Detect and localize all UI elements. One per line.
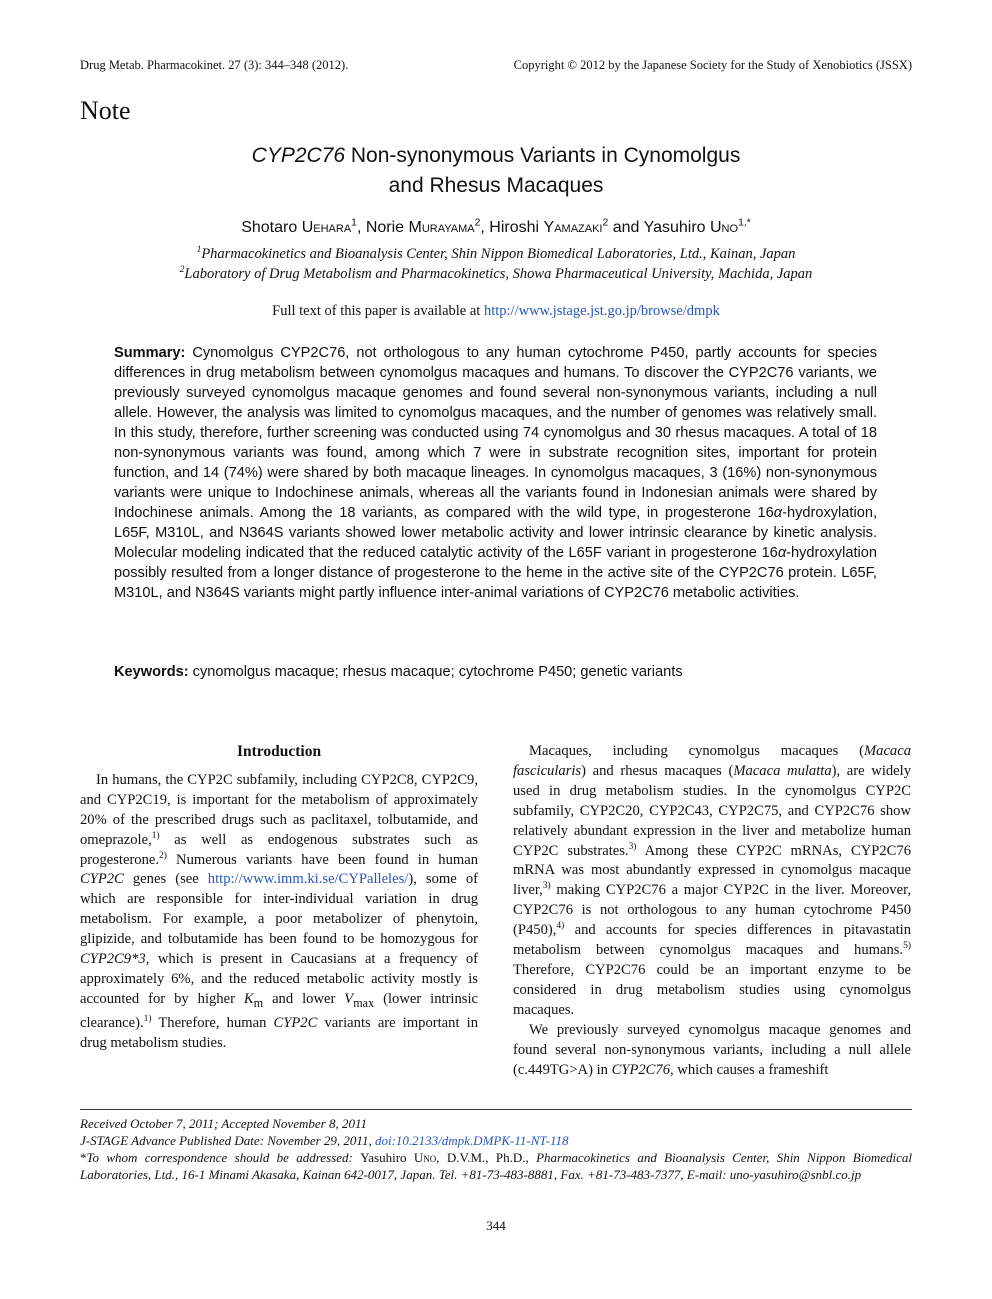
correspondence: *To whom correspondence should be addressed: Yasuhiro Uno, D.V.M., Ph.D., Pharmacokinetics and Bioanalysis Center, Shin Nippon Biomedical Laboratories, Ltd., 16-1 Minami Akasaka, Kainan 642-0017, Japan. Tel. +81-73-483-8881, Fax. +81-73-483-7377, E-mail: uno-yasuhiro@snbl.co.jp <box>80 1150 912 1182</box>
keywords: Keywords: cynomolgus macaque; rhesus macaque; cytochrome P450; genetic variants <box>114 664 683 680</box>
paragraph: Macaques, including cynomolgus macaques (Macaca fascicularis) and rhesus macaques (Macaca mulatta), are widely used in drug metabolism studies. In the cynomolgus CYP2C subfamily, CYP2C20, CYP2C43, CYP2C75, and CYP2C76 show relatively abundant expression in the liver and metabolize human CYP2C substrates.$^{3)}$ Among these CYP2C mRNAs, CYP2C76 mRNA was most abundantly expressed in cynomolgus macaque liver,$^{3)}$ making CYP2C76 a major CYP2C in the liver. Moreover, CYP2C76 is not orthologous to any human cytochrome P450 (P450),$^{4)}$ and accounts for species differences in pitavastatin metabolism between cynomolgus macaques and humans.$^{5)}$ Therefore, CYP2C76 could be an important enzyme to be considered in drug metabolism studies using cynomolgus macaques. <box>513 743 912 1018</box>
footnote-divider <box>80 1109 912 1110</box>
affiliation-2: $^2$Laboratory of Drug Metabolism and Pharmacokinetics, Showa Pharmaceutical University, Machida, Japan <box>179 265 813 282</box>
article-title-line-2: and Rhesus Macaques <box>388 174 604 197</box>
title-gene-name: CYP2C76 <box>251 144 346 167</box>
title-text-1: Non-synonymous Variants in Cynomolgus <box>345 144 741 167</box>
paragraph: In humans, the CYP2C subfamily, including CYP2C8, CYP2C9, and CYP2C19, is important for the metabolism of approximately 20% of the prescribed drugs such as paclitaxel, tolbutamide, and omeprazole,$^{1)}$ as well as endogenous substrates such as progesterone.$^{2)}$ Numerous variants have been found in human CYP2C genes (see http://www.imm.ki.se/CYPalleles/), some of which are responsible for inter-individual variation in drug metabolism. For example, a poor metabolizer of phenytoin, glipizide, and tolbutamide has been found to be homozygous for CYP2C9*3, which is present in Caucasians at a frequency of approximately 6%, and the reduced metabolic activity mostly is accounted for by higher $K_m$ and lower $V_{max}$ (lower intrinsic clearance).$^{1)}$ Therefore, human CYP2C variants are important in drug metabolism studies. <box>80 771 478 1051</box>
section-heading-introduction: Introduction <box>236 743 322 760</box>
section-label: Note <box>80 96 131 125</box>
fulltext-availability: Full text of this paper is available at http://www.jstage.jst.go.jp/browse/dmpk <box>272 303 720 319</box>
footnotes <box>80 1115 912 1183</box>
doi-link[interactable]: doi:10.2133/dmpk.DMPK-11-NT-118 <box>374 1133 569 1148</box>
cypalleles-link[interactable]: http://www.imm.ki.se/CYPalleles/ <box>207 871 409 888</box>
journal-citation: Drug Metab. Pharmacokinet. 27 (3): 344–348 (2012). <box>80 58 349 72</box>
jstage-date: J-STAGE Advance Published Date: November 29, 2011, doi:10.2133/dmpk.DMPK-11-NT-118 <box>80 1133 569 1148</box>
author: Norie Murayama$^2$ <box>365 217 481 236</box>
received-date: Received October 7, 2011; Accepted November 8, 2011 <box>80 1116 367 1131</box>
body-column-left <box>80 742 478 1054</box>
author: Hiroshi Yamazaki$^2$ <box>489 217 609 236</box>
body-column-right <box>513 742 911 1080</box>
abstract: Summary: Cynomolgus CYP2C76, not orthologous to any human cytochrome P450, partly accounts for species differences in drug metabolism between cynomolgus macaques and humans. To discover the CYP2C76 variants, we previously surveyed cynomolgus macaque genomes and found several non-synonymous variants, including a null allele. However, the analysis was limited to cynomolgus macaques, and the number of genomes was relatively small. In this study, therefore, further screening was conducted using 74 cynomolgus and 30 rhesus macaques. A total of 18 non-synonymous variants was found, among which 7 were in substrate recognition sites, important for protein function, and 14 (74%) were shared by both macaque lineages. In cynomolgus macaques, 3 (16%) non-synonymous variants were unique to Indochinese animals, whereas all the variants found in Indonesian animals were shared by Indochinese animals. Among the 18 variants, as compared with the wild type, in progesterone 16α-hydroxylation, L65F, M310L, and N364S variants showed lower metabolic activity and lower intrinsic clearance by kinetic analysis. Molecular modeling indicated that the reduced catalytic activity of the L65F variant in progesterone 16α-hydroxylation possibly resulted from a longer distance of progesterone to the heme in the active site of the CYP2C76 protein. L65F, M310L, and N364S variants might partly influence inter-animal variations of CYP2C76 metabolic activities. <box>114 345 877 601</box>
page-number: 344 <box>486 1218 506 1233</box>
keywords-label: Keywords: <box>114 664 189 680</box>
author-list: Shotaro Uehara$^1$, Norie Murayama$^2$, Hiroshi Yamazaki$^2$ and Yasuhiro Uno$^{1,*}$ <box>241 217 751 236</box>
copyright-notice: Copyright © 2012 by the Japanese Society for the Study of Xenobiotics (JSSX) <box>513 58 912 72</box>
article-title-line-1 <box>80 141 912 171</box>
affiliation-1: $^1$Pharmacokinetics and Bioanalysis Center, Shin Nippon Biomedical Laboratories, Ltd., Kainan, Japan <box>196 245 796 262</box>
author: Shotaro Uehara$^1$ <box>241 217 357 236</box>
paragraph: We previously surveyed cynomolgus macaque genomes and found several non-synonymous variants, including a null allele (c.449TG>A) in CYP2C76, which causes a frameshift <box>513 1021 911 1078</box>
abstract-label: Summary: <box>114 345 186 361</box>
fulltext-link[interactable]: http://www.jstage.jst.go.jp/browse/dmpk <box>483 303 720 319</box>
author: Yasuhiro Uno$^{1,*}$ <box>643 217 751 236</box>
